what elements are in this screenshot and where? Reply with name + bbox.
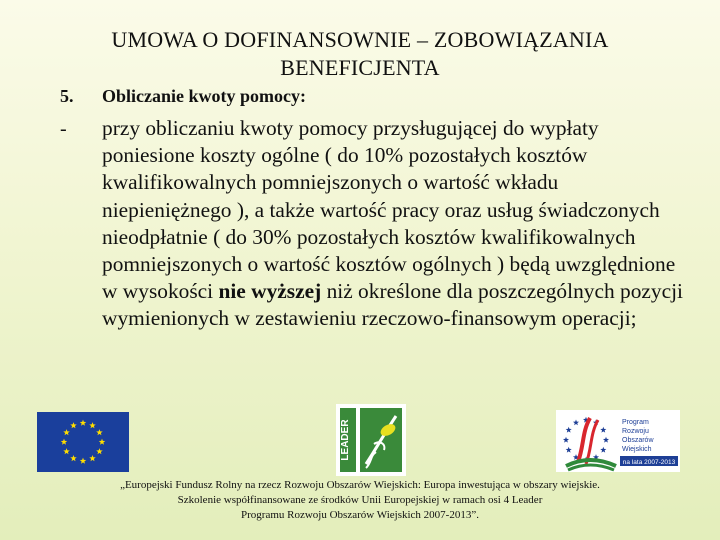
slide-title	[40, 26, 680, 82]
footer-line-1: „Europejski Fundusz Rolny na rzecz Rozwoju Obszarów Wiejskich: Europa inwestująca w obszary wiejskie.	[120, 479, 600, 491]
title-line-2: BENEFICJENTA	[280, 55, 440, 80]
leader-logo	[336, 404, 406, 476]
body-text-bold: nie wyższej	[218, 279, 322, 304]
section-heading: Obliczanie kwoty pomocy:	[102, 86, 306, 106]
body-paragraph	[102, 115, 692, 333]
eu-flag-svg	[37, 412, 129, 472]
footer-note	[60, 478, 660, 523]
prow-text-4: Wiejskich	[622, 446, 652, 453]
eu-flag-logo	[37, 412, 129, 472]
footer-line-2: Szkolenie współfinansowane ze środków Unii Europejskiej w ramach osi 4 Leader	[177, 494, 543, 506]
leader-logo-text: LEADER	[340, 419, 351, 461]
title-line-1: UMOWA O DOFINANSOWNIE – ZOBOWIĄZANIA	[111, 27, 609, 52]
body-text-part-2: niż określone dla poszczególnych pozycji wymienionych w zestawieniu rzeczowo-finansowym operacji;	[102, 279, 683, 331]
prow-text-1: Program	[622, 419, 649, 426]
leader-logo-svg	[336, 404, 406, 476]
section-number: 5.	[60, 86, 74, 106]
prow-text-2: Rozwoju	[622, 428, 649, 435]
list-bullet: -	[60, 118, 67, 140]
footer-line-3: Programu Rozwoju Obszarów Wiejskich 2007-2013”.	[241, 509, 479, 521]
body-text-part-1: przy obliczaniu kwoty pomocy przysługującej do wypłaty poniesione koszty ogólne ( do 10% pozostałych kosztów kwalifikowalnych pomniejszonych o wartość wkładu niepieniężnego ), a także wartość pracy oraz usług świadczonych nieodpłatnie ( do 30% pozostałych kosztów kwalifikowalnych pomniejszonych o wartość kosztów ogólnych ) będą uwzględnione w wysokości	[102, 116, 676, 304]
prow-logo-svg	[556, 410, 680, 472]
prow-years: na lata 2007-2013	[622, 459, 676, 466]
prow-logo	[556, 410, 680, 472]
prow-text-3: Obszarów	[622, 437, 654, 444]
